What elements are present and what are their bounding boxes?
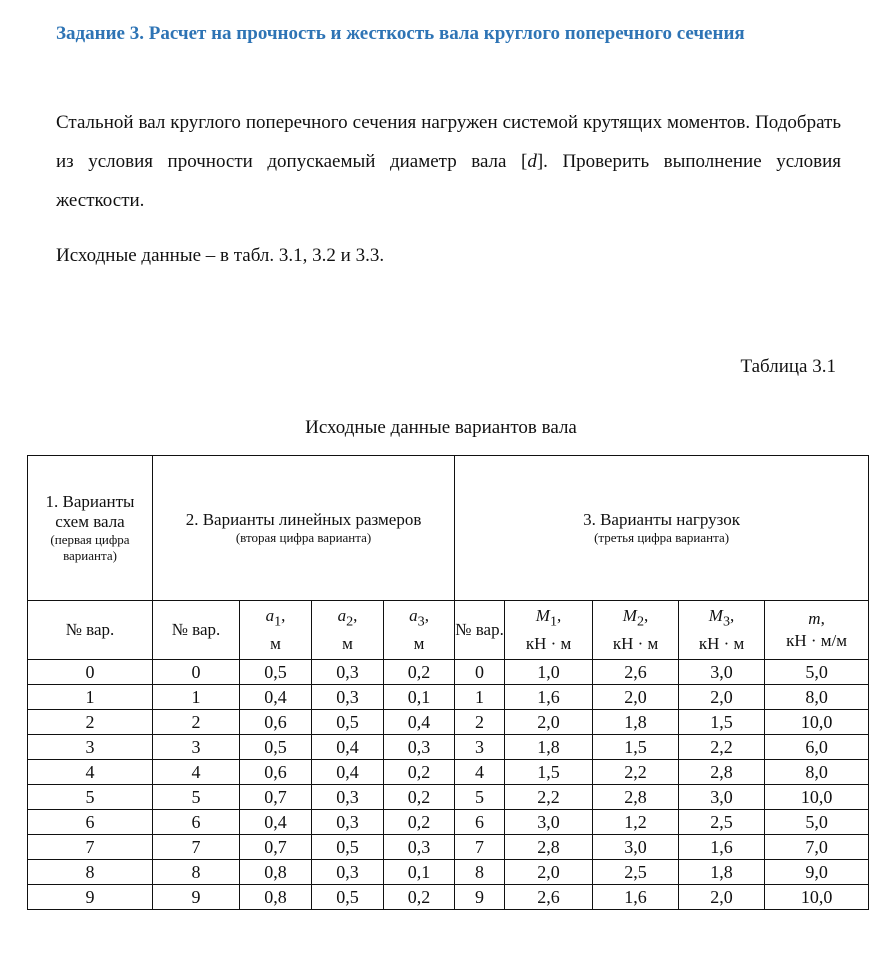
- cell-M2: 1,2: [593, 810, 679, 835]
- cell-size: 9: [153, 885, 240, 910]
- col-M1: $M_1$, кН · м: [505, 601, 593, 660]
- table-row: [28, 735, 869, 760]
- cell-a2: 0,4: [312, 760, 384, 785]
- table-number: Таблица 3.1: [740, 356, 836, 377]
- cell-a2: 0,5: [312, 885, 384, 910]
- cell-size: 1: [153, 685, 240, 710]
- cell-scheme: 0: [28, 660, 153, 685]
- group1-note: (первая цифра варианта): [50, 532, 130, 563]
- cell-size: 5: [153, 785, 240, 810]
- cell-scheme: 1: [28, 685, 153, 710]
- cell-M1: 2,0: [505, 860, 593, 885]
- cell-M3: 2,8: [679, 760, 765, 785]
- cell-M3: 2,0: [679, 885, 765, 910]
- cell-a1: 0,5: [240, 660, 312, 685]
- cell-a2: 0,3: [312, 810, 384, 835]
- cell-a2: 0,5: [312, 710, 384, 735]
- cell-size: 4: [153, 760, 240, 785]
- cell-M3: 2,5: [679, 810, 765, 835]
- col-M3: $M_3$, кН · м: [679, 601, 765, 660]
- cell-M1: 2,2: [505, 785, 593, 810]
- group1-title: 1. Варианты схем вала: [45, 492, 135, 531]
- cell-a3: 0,4: [384, 710, 455, 735]
- cell-size: 8: [153, 860, 240, 885]
- group3-title: 3. Варианты нагрузок: [583, 510, 741, 529]
- cell-M2: 1,8: [593, 710, 679, 735]
- cell-m: 10,0: [765, 885, 869, 910]
- cell-a2: 0,3: [312, 685, 384, 710]
- cell-load: 7: [455, 835, 505, 860]
- cell-m: 6,0: [765, 735, 869, 760]
- table-row: [28, 785, 869, 810]
- cell-m: 5,0: [765, 810, 869, 835]
- cell-M2: 3,0: [593, 835, 679, 860]
- cell-load: 4: [455, 760, 505, 785]
- cell-a3: 0,1: [384, 860, 455, 885]
- cell-m: 9,0: [765, 860, 869, 885]
- cell-M2: 2,8: [593, 785, 679, 810]
- cell-scheme: 9: [28, 885, 153, 910]
- table-title: Исходные данные вариантов вала: [305, 417, 577, 438]
- cell-scheme: 4: [28, 760, 153, 785]
- cell-size: 2: [153, 710, 240, 735]
- cell-m: 5,0: [765, 660, 869, 685]
- cell-M2: 2,6: [593, 660, 679, 685]
- cell-M2: 2,0: [593, 685, 679, 710]
- table-row: [28, 810, 869, 835]
- group1-header: [28, 456, 153, 601]
- cell-a2: 0,3: [312, 860, 384, 885]
- cell-a3: 0,2: [384, 885, 455, 910]
- cell-M1: 2,0: [505, 710, 593, 735]
- cell-a1: 0,8: [240, 860, 312, 885]
- group3-header: [455, 456, 869, 601]
- cell-M1: 1,0: [505, 660, 593, 685]
- cell-a3: 0,2: [384, 810, 455, 835]
- cell-M3: 1,8: [679, 860, 765, 885]
- cell-M1: 1,8: [505, 735, 593, 760]
- cell-size: 7: [153, 835, 240, 860]
- cell-size: 6: [153, 810, 240, 835]
- cell-a3: 0,2: [384, 660, 455, 685]
- cell-M2: 1,6: [593, 885, 679, 910]
- cell-load: 3: [455, 735, 505, 760]
- cell-a1: 0,5: [240, 735, 312, 760]
- cell-M3: 3,0: [679, 785, 765, 810]
- cell-a2: 0,3: [312, 785, 384, 810]
- cell-M1: 2,6: [505, 885, 593, 910]
- cell-M3: 3,0: [679, 660, 765, 685]
- cell-a3: 0,3: [384, 835, 455, 860]
- cell-load: 9: [455, 885, 505, 910]
- task-description: [56, 103, 841, 220]
- cell-load: 5: [455, 785, 505, 810]
- cell-a3: 0,2: [384, 785, 455, 810]
- cell-a1: 0,4: [240, 810, 312, 835]
- cell-a2: 0,5: [312, 835, 384, 860]
- cell-a1: 0,7: [240, 785, 312, 810]
- task-description-text: Стальной вал круглого поперечного сечения нагружен системой крутящих моментов. Подобрать из условия прочности допускаемый диаметр вала [: [56, 112, 841, 172]
- cell-M1: 2,8: [505, 835, 593, 860]
- cell-M3: 2,2: [679, 735, 765, 760]
- cell-M1: 1,5: [505, 760, 593, 785]
- table-row: [28, 760, 869, 785]
- cell-a3: 0,3: [384, 735, 455, 760]
- cell-a3: 0,2: [384, 760, 455, 785]
- cell-scheme: 5: [28, 785, 153, 810]
- cell-a2: 0,4: [312, 735, 384, 760]
- cell-M2: 1,5: [593, 735, 679, 760]
- group2-header: [153, 456, 455, 601]
- col-m: m, кН · м/м: [765, 601, 869, 660]
- table-row: [28, 860, 869, 885]
- task-heading: Задание 3. Расчет на прочность и жесткость вала круглого поперечного сечения: [56, 23, 745, 44]
- cell-load: 0: [455, 660, 505, 685]
- cell-m: 7,0: [765, 835, 869, 860]
- cell-M3: 1,6: [679, 835, 765, 860]
- source-data-note: Исходные данные – в табл. 3.1, 3.2 и 3.3.: [56, 245, 385, 266]
- cell-load: 6: [455, 810, 505, 835]
- task-description-text-end: ]. Проверить выполнение условия жесткости.: [56, 151, 841, 211]
- cell-M3: 1,5: [679, 710, 765, 735]
- cell-size: 3: [153, 735, 240, 760]
- cell-M2: 2,2: [593, 760, 679, 785]
- group3-note: (третья цифра варианта): [594, 530, 730, 545]
- diameter-symbol: d: [527, 151, 537, 172]
- cell-a2: 0,3: [312, 660, 384, 685]
- group2-title: 2. Варианты линейных размеров: [185, 510, 422, 529]
- cell-scheme: 6: [28, 810, 153, 835]
- table-body: [28, 660, 869, 910]
- col-a3: $a_3$, м: [384, 601, 455, 660]
- cell-m: 10,0: [765, 785, 869, 810]
- col-M2: $M_2$, кН · м: [593, 601, 679, 660]
- group2-note: (вторая цифра варианта): [235, 530, 372, 545]
- cell-m: 8,0: [765, 685, 869, 710]
- cell-load: 8: [455, 860, 505, 885]
- table-group-header-row: [28, 456, 869, 601]
- cell-scheme: 3: [28, 735, 153, 760]
- col-size-variant: № вар.: [153, 601, 240, 660]
- variants-table: [27, 455, 869, 910]
- col-load-variant: № вар.: [455, 601, 505, 660]
- cell-a1: 0,7: [240, 835, 312, 860]
- cell-load: 2: [455, 710, 505, 735]
- cell-M1: 3,0: [505, 810, 593, 835]
- cell-a1: 0,6: [240, 760, 312, 785]
- table-row: [28, 885, 869, 910]
- cell-m: 10,0: [765, 710, 869, 735]
- cell-a1: 0,8: [240, 885, 312, 910]
- cell-scheme: 7: [28, 835, 153, 860]
- col-a1: $a_1$, м: [240, 601, 312, 660]
- cell-scheme: 2: [28, 710, 153, 735]
- cell-a1: 0,6: [240, 710, 312, 735]
- cell-scheme: 8: [28, 860, 153, 885]
- cell-a1: 0,4: [240, 685, 312, 710]
- col-scheme-variant: № вар.: [28, 601, 153, 660]
- cell-M2: 2,5: [593, 860, 679, 885]
- cell-a3: 0,1: [384, 685, 455, 710]
- col-a2: $a_2$, м: [312, 601, 384, 660]
- cell-M1: 1,6: [505, 685, 593, 710]
- cell-size: 0: [153, 660, 240, 685]
- cell-load: 1: [455, 685, 505, 710]
- cell-M3: 2,0: [679, 685, 765, 710]
- table-row: [28, 685, 869, 710]
- table-row: [28, 710, 869, 735]
- table-row: [28, 835, 869, 860]
- cell-m: 8,0: [765, 760, 869, 785]
- table-row: [28, 660, 869, 685]
- table-column-header-row: [28, 601, 869, 660]
